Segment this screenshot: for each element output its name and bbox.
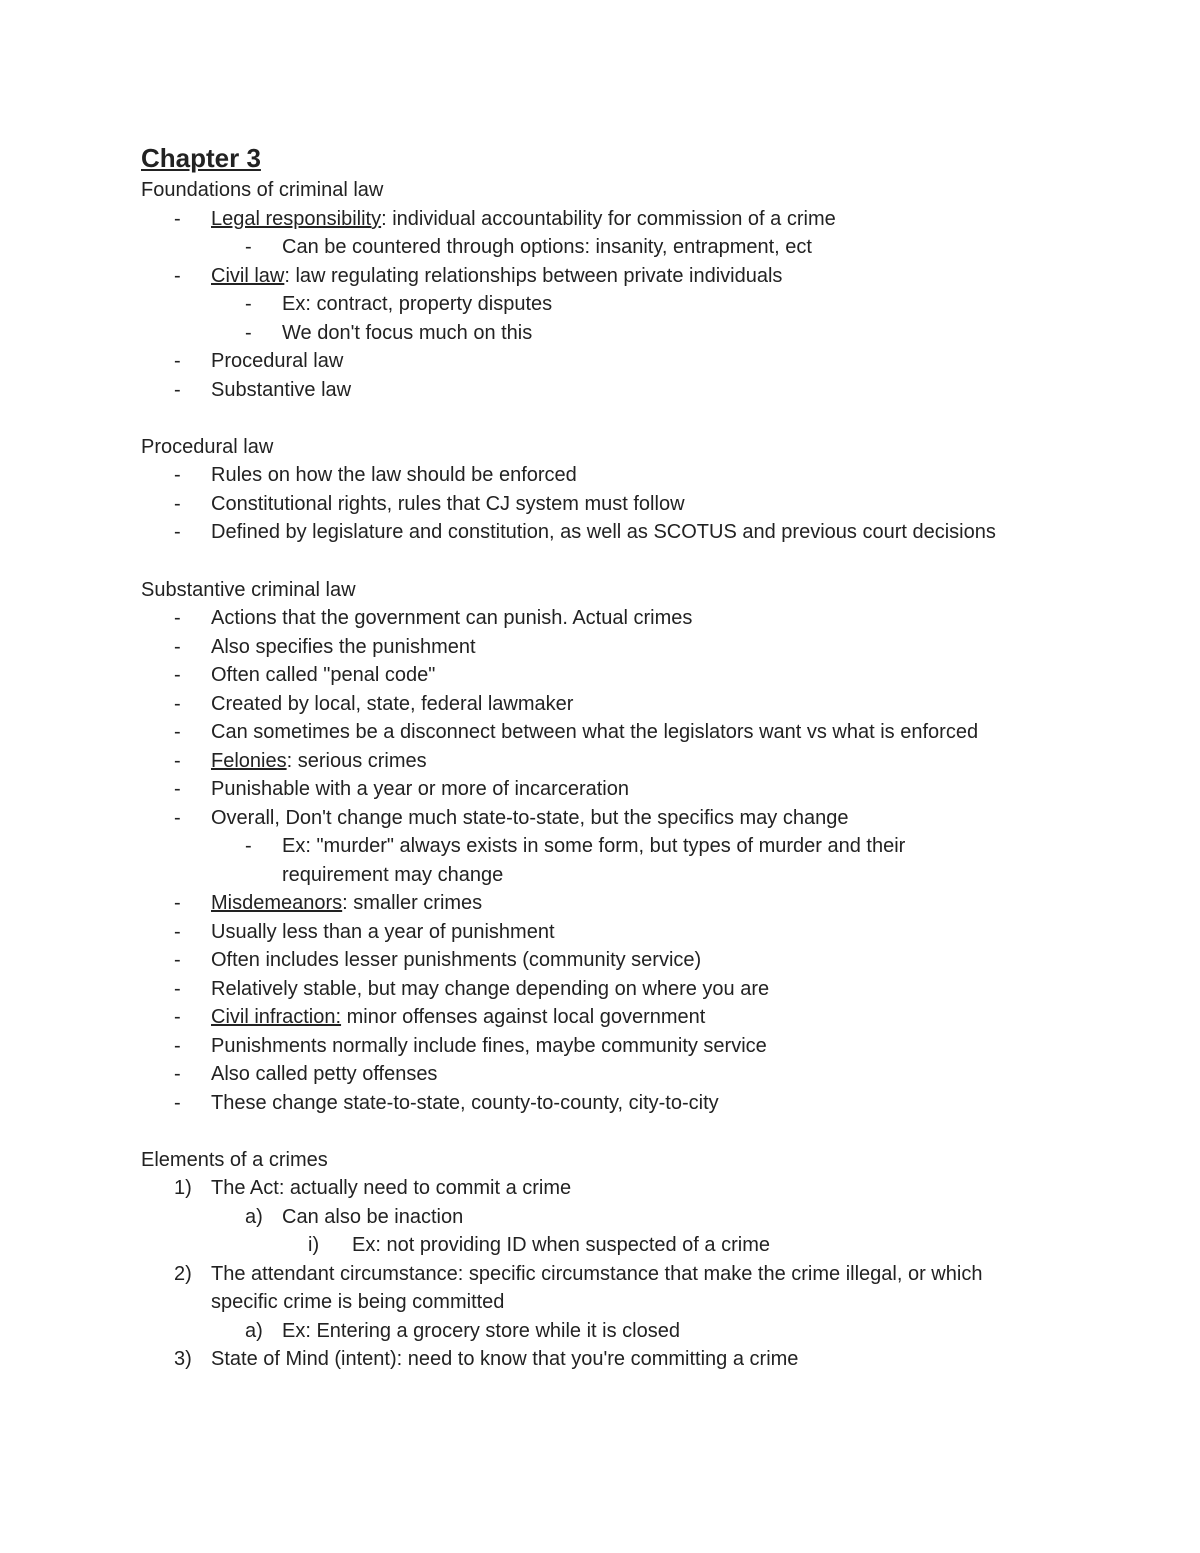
list-item-continuation: requirement may change bbox=[282, 864, 504, 886]
bullet-marker: - bbox=[174, 721, 181, 743]
bullet-marker: - bbox=[174, 265, 181, 287]
list-item: Constitutional rights, rules that CJ system must follow bbox=[211, 493, 685, 515]
bullet-marker: - bbox=[174, 1092, 181, 1114]
list-item: Often called "penal code" bbox=[211, 664, 436, 686]
bullet-marker: - bbox=[245, 835, 252, 857]
list-item: Actions that the government can punish. Actual crimes bbox=[211, 607, 693, 629]
page-title: Chapter 3 bbox=[141, 143, 261, 173]
term-civil-law: Civil law bbox=[211, 265, 285, 287]
bullet-marker: - bbox=[174, 350, 181, 372]
list-item: The attendant circumstance: specific circumstance that make the crime illegal, or which bbox=[211, 1263, 983, 1285]
bullet-marker: - bbox=[174, 379, 181, 401]
bullet-marker: - bbox=[174, 1035, 181, 1057]
list-item: Rules on how the law should be enforced bbox=[211, 464, 577, 486]
list-item: We don't focus much on this bbox=[282, 322, 533, 344]
bullet-marker: - bbox=[174, 978, 181, 1000]
list-item: Felonies: serious crimes bbox=[211, 750, 427, 772]
list-item: Can sometimes be a disconnect between what the legislators want vs what is enforced bbox=[211, 721, 979, 743]
bullet-marker: - bbox=[174, 521, 181, 543]
list-item: Usually less than a year of punishment bbox=[211, 921, 555, 943]
bullet-marker: - bbox=[174, 208, 181, 230]
list-item: Ex: "murder" always exists in some form, but types of murder and their bbox=[282, 835, 906, 857]
list-item: Civil law: law regulating relationships between private individuals bbox=[211, 265, 783, 287]
bullet-marker: - bbox=[174, 892, 181, 914]
bullet-marker: - bbox=[245, 322, 252, 344]
list-item: Ex: not providing ID when suspected of a crime bbox=[352, 1234, 770, 1256]
bullet-marker: - bbox=[174, 921, 181, 943]
list-item: Civil infraction: minor offenses against local government bbox=[211, 1006, 706, 1028]
bullet-marker: - bbox=[174, 750, 181, 772]
list-marker: a) bbox=[245, 1320, 263, 1342]
list-item: Ex: contract, property disputes bbox=[282, 293, 553, 315]
list-item: Procedural law bbox=[211, 350, 344, 372]
list-item: Substantive law bbox=[211, 379, 352, 401]
list-item: Also called petty offenses bbox=[211, 1063, 438, 1085]
list-item: Legal responsibility: individual accountability for commission of a crime bbox=[211, 208, 836, 230]
bullet-marker: - bbox=[174, 1063, 181, 1085]
list-item: Punishments normally include fines, maybe community service bbox=[211, 1035, 767, 1057]
bullet-marker: - bbox=[174, 493, 181, 515]
section-heading-foundations: Foundations of criminal law bbox=[141, 179, 384, 201]
bullet-marker: - bbox=[174, 607, 181, 629]
section-heading-substantive: Substantive criminal law bbox=[141, 579, 356, 601]
section-heading-elements: Elements of a crimes bbox=[141, 1149, 328, 1171]
bullet-marker: - bbox=[174, 464, 181, 486]
bullet-marker: - bbox=[245, 236, 252, 258]
list-marker: 3) bbox=[174, 1348, 192, 1370]
term-felonies: Felonies bbox=[211, 750, 287, 772]
list-item: Defined by legislature and constitution, as well as SCOTUS and previous court decisions bbox=[211, 521, 996, 543]
section-heading-procedural: Procedural law bbox=[141, 436, 274, 458]
list-item: Relatively stable, but may change depending on where you are bbox=[211, 978, 770, 1000]
list-item: Can be countered through options: insanity, entrapment, ect bbox=[282, 236, 812, 258]
list-item: Punishable with a year or more of incarceration bbox=[211, 778, 629, 800]
list-item: These change state-to-state, county-to-county, city-to-city bbox=[211, 1092, 719, 1114]
term-misdemeanors: Misdemeanors bbox=[211, 892, 343, 914]
list-item: Can also be inaction bbox=[282, 1206, 464, 1228]
bullet-marker: - bbox=[174, 664, 181, 686]
bullet-marker: - bbox=[174, 807, 181, 829]
list-item: The Act: actually need to commit a crime bbox=[211, 1177, 572, 1199]
list-item-continuation: specific crime is being committed bbox=[211, 1291, 505, 1313]
bullet-marker: - bbox=[174, 636, 181, 658]
bullet-marker: - bbox=[174, 1006, 181, 1028]
bullet-marker: - bbox=[174, 693, 181, 715]
bullet-marker: - bbox=[245, 293, 252, 315]
list-item: Also specifies the punishment bbox=[211, 636, 476, 658]
term-civil-infraction: Civil infraction: bbox=[211, 1006, 342, 1028]
list-item: State of Mind (intent): need to know that you're committing a crime bbox=[211, 1348, 799, 1370]
list-item: Misdemeanors: smaller crimes bbox=[211, 892, 483, 914]
list-marker: i) bbox=[308, 1234, 320, 1256]
list-marker: 2) bbox=[174, 1263, 192, 1285]
list-item: Often includes lesser punishments (community service) bbox=[211, 949, 702, 971]
list-marker: a) bbox=[245, 1206, 263, 1228]
list-item: Overall, Don't change much state-to-state, but the specifics may change bbox=[211, 807, 849, 829]
list-item: Created by local, state, federal lawmaker bbox=[211, 693, 574, 715]
list-marker: 1) bbox=[174, 1177, 192, 1199]
term-legal-responsibility: Legal responsibility bbox=[211, 208, 382, 230]
bullet-marker: - bbox=[174, 778, 181, 800]
bullet-marker: - bbox=[174, 949, 181, 971]
list-item: Ex: Entering a grocery store while it is closed bbox=[282, 1320, 680, 1342]
